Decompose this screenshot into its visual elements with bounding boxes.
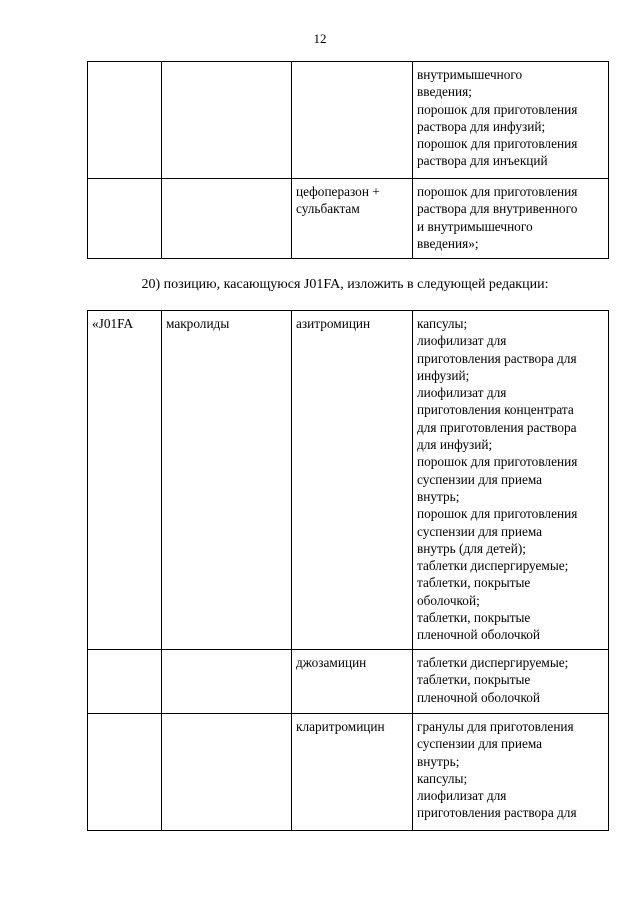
amendment-paragraph: 20) позицию, касающуюся J01FA, изложить в следующей редакции: [141,277,549,292]
group-cell: макролиды [162,311,292,650]
page-number: 12 [313,31,327,46]
dosage-forms-cell: внутримышечного введения; порошок для приготовления раствора для инфузий; порошок для приготовления раствора для инъекций [413,62,609,179]
drug-name-cell: цефоперазон + сульбактам [292,179,413,259]
table-row [88,714,609,831]
drug-name-cell: азитромицин [292,311,413,650]
table-row [88,179,609,259]
atc-code-cell [88,179,162,259]
group-cell [162,650,292,714]
group-cell [162,714,292,831]
table-row [88,650,609,714]
drug-name-cell: кларитромицин [292,714,413,831]
drug-name-cell: джозамицин [292,650,413,714]
atc-code-cell [88,650,162,714]
atc-code-cell: «J01FA [88,311,162,650]
table-row [88,62,609,179]
dosage-forms-cell: гранулы для приготовления суспензии для приема внутрь; капсулы; лиофилизат для приготовления раствора для [413,714,609,831]
dosage-forms-cell: капсулы; лиофилизат для приготовления раствора для инфузий; лиофилизат для приготовления концентрата для приготовления раствора для инфузий; порошок для приготовления суспензии для приема внутрь; порошок для приготовления суспензии для приема внутрь (для детей); таблетки диспергируемые; таблетки, покрытые оболочкой; таблетки, покрытые пленочной оболочкой [413,311,609,650]
dosage-forms-cell: порошок для приготовления раствора для внутривенного и внутримышечного введения»; [413,179,609,259]
atc-code-cell [88,714,162,831]
drug-name-cell [292,62,413,179]
group-cell [162,62,292,179]
table-row [88,311,609,650]
group-cell [162,179,292,259]
drug-table-continuation [87,61,609,259]
dosage-forms-cell: таблетки диспергируемые; таблетки, покрытые пленочной оболочкой [413,650,609,714]
drug-table-j01fa [87,310,609,831]
atc-code-cell [88,62,162,179]
